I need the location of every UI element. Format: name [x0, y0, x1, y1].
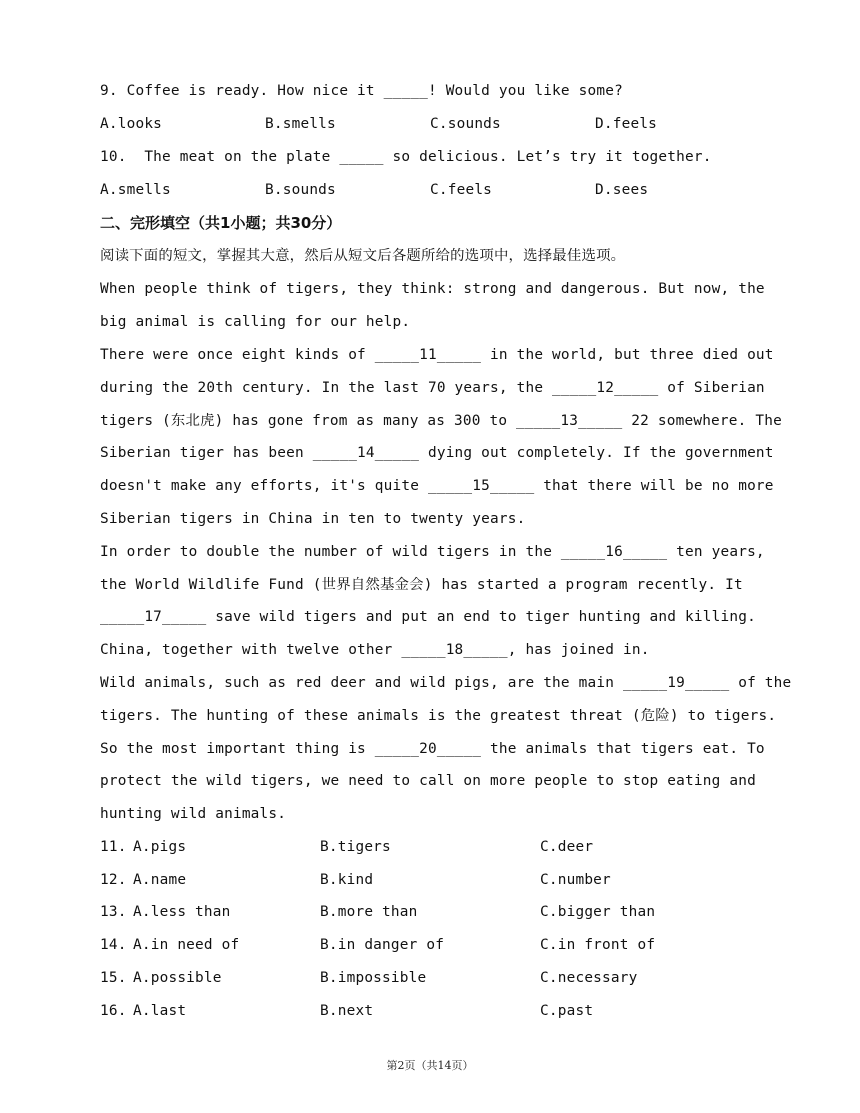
option-b: B.impossible [320, 970, 427, 986]
passage-line: China, together with twelve other _____18_____, has joined in. [100, 642, 650, 658]
passage-line: There were once eight kinds of _____11_____ in the world, but three died out [100, 347, 774, 363]
option-b: B.tigers [320, 839, 391, 855]
option-c: C.deer [540, 839, 594, 855]
passage-line: during the 20th century. In the last 70 years, the _____12_____ of Siberian [100, 380, 765, 396]
passage-line: In order to double the number of wild tigers in the _____16_____ ten years, [100, 544, 765, 560]
q9-option-b: B.smells [265, 116, 336, 132]
passage-line: protect the wild tigers, we need to call on more people to stop eating and [100, 773, 756, 789]
option-number: 12. [100, 872, 127, 888]
passage-line: big animal is calling for our help. [100, 314, 411, 330]
option-a: A.pigs [133, 839, 187, 855]
option-number: 14. [100, 937, 127, 953]
q9-option-a: A.looks [100, 116, 163, 132]
option-c: C.past [540, 1003, 594, 1019]
q9-option-d: D.feels [595, 116, 658, 132]
option-c: C.number [540, 872, 611, 888]
passage-line: doesn't make any efforts, it's quite _____15_____ that there will be no more [100, 478, 774, 494]
option-a: A.possible [133, 970, 222, 986]
option-number: 16. [100, 1003, 127, 1019]
option-b: B.kind [320, 872, 374, 888]
section-instruction: 阅读下面的短文，掌握其大意，然后从短文后各题所给的选项中，选择最佳选项。 [100, 248, 626, 264]
passage-line: Wild animals, such as red deer and wild pigs, are the main _____19_____ of the [100, 675, 792, 691]
option-a: A.name [133, 872, 187, 888]
option-b: B.more than [320, 904, 418, 920]
option-b: B.in danger of [320, 937, 445, 953]
option-b: B.next [320, 1003, 374, 1019]
option-c: C.bigger than [540, 904, 656, 920]
q10-option-b: B.sounds [265, 182, 336, 198]
option-number: 13. [100, 904, 127, 920]
option-number: 15. [100, 970, 127, 986]
option-a: A.last [133, 1003, 187, 1019]
option-c: C.necessary [540, 970, 638, 986]
passage-line: When people think of tigers, they think: strong and dangerous. But now, the [100, 281, 765, 297]
passage-line: tigers. The hunting of these animals is the greatest threat (危险) to tigers. [100, 708, 777, 724]
passage-line: So the most important thing is _____20_____ the animals that tigers eat. To [100, 741, 765, 757]
passage-line: tigers (东北虎) has gone from as many as 300 to _____13_____ 22 somewhere. The [100, 413, 782, 429]
question-10-stem: 10. The meat on the plate _____ so delicious. Let’s try it together. [100, 149, 712, 165]
question-9-stem: 9. Coffee is ready. How nice it _____! Would you like some? [100, 83, 623, 99]
option-c: C.in front of [540, 937, 656, 953]
option-a: A.less than [133, 904, 231, 920]
section-heading: 二、完形填空（共1小题；共30分） [100, 214, 342, 232]
page-footer: 第2页（共14页） [386, 1059, 474, 1072]
option-number: 11. [100, 839, 127, 855]
q9-option-c: C.sounds [430, 116, 501, 132]
q10-option-a: A.smells [100, 182, 171, 198]
q10-option-d: D.sees [595, 182, 649, 198]
passage-line: Siberian tigers in China in ten to twenty years. [100, 511, 526, 527]
passage-line: hunting wild animals. [100, 806, 287, 822]
q10-option-c: C.feels [430, 182, 493, 198]
passage-line: the World Wildlife Fund (世界自然基金会) has started a program recently. It [100, 577, 743, 593]
passage-line: _____17_____ save wild tigers and put an end to tiger hunting and killing. [100, 609, 756, 625]
option-a: A.in need of [133, 937, 240, 953]
passage-line: Siberian tiger has been _____14_____ dying out completely. If the government [100, 445, 774, 461]
